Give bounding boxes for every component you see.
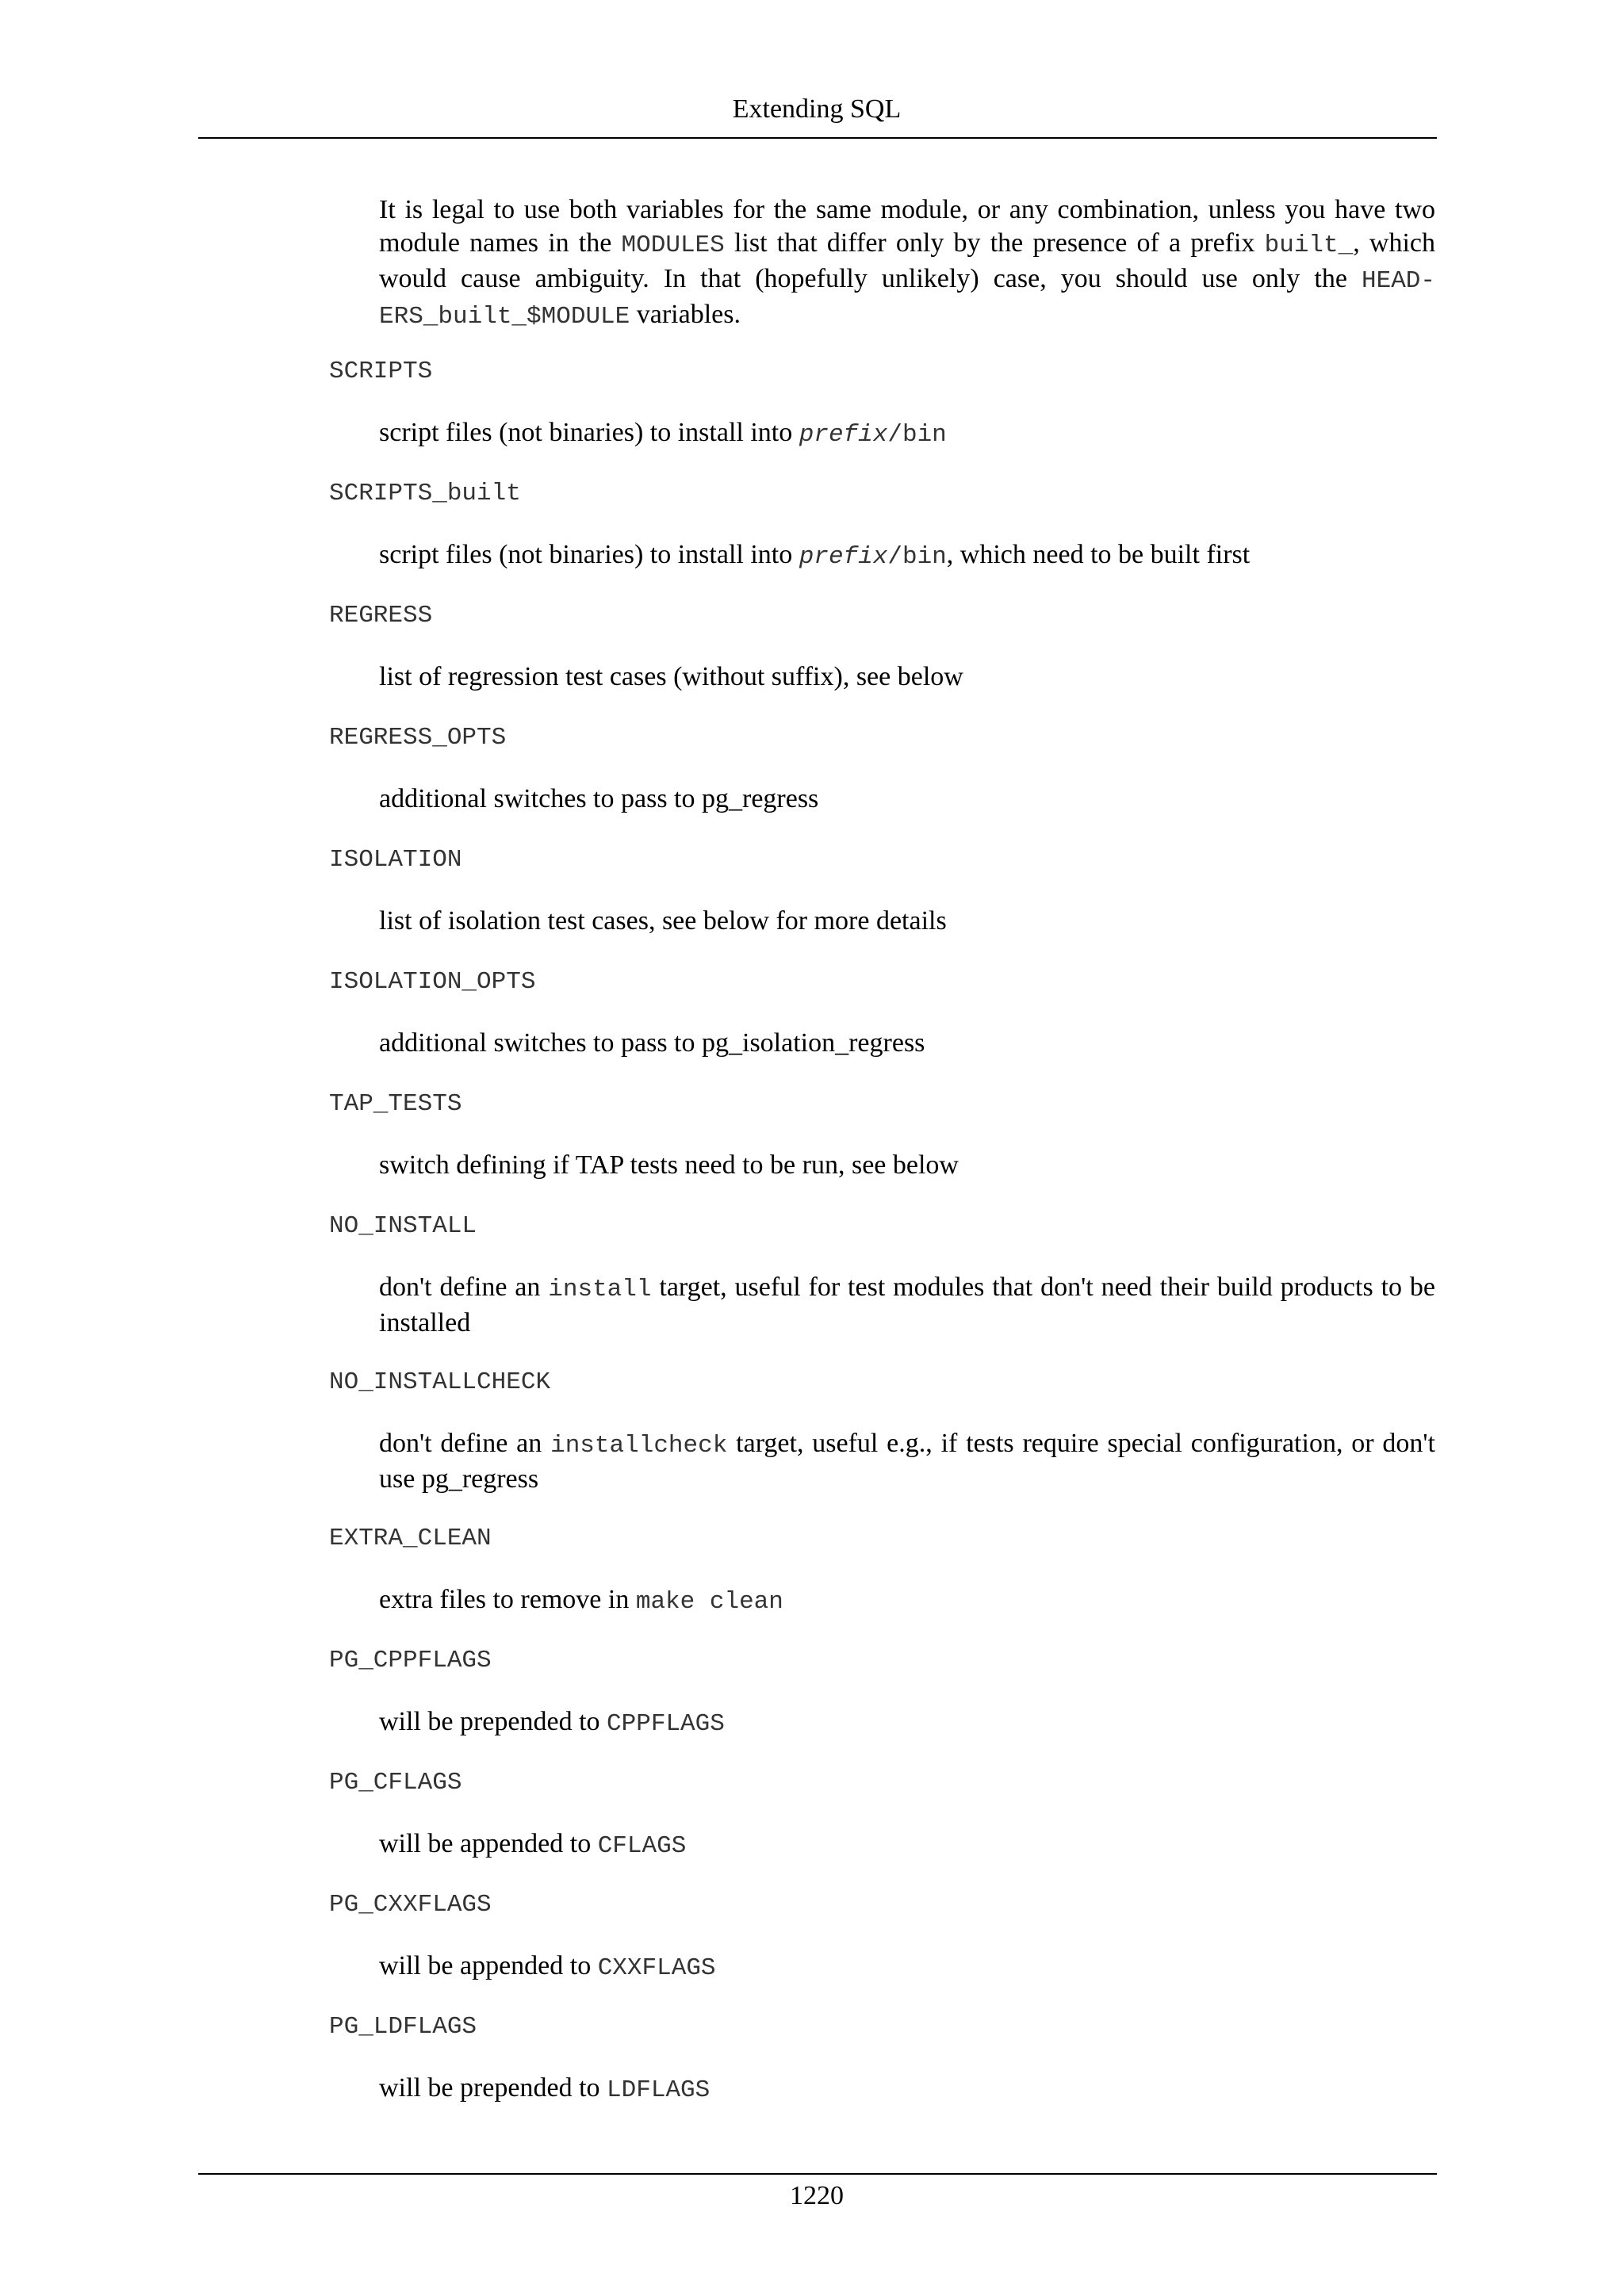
- term-regress-opts: REGRESS_OPTS: [329, 724, 507, 752]
- desc-no-install: [379, 1271, 1435, 1340]
- term-extra-clean: EXTRA_CLEAN: [329, 1525, 492, 1552]
- term-pg-cflags: PG_CFLAGS: [329, 1769, 462, 1797]
- intro-text-4: variables.: [630, 300, 741, 329]
- desc-scripts: [379, 416, 1435, 452]
- term-pg-cppflags: PG_CPPFLAGS: [329, 1647, 492, 1674]
- desc-pg-cflags: [379, 1827, 1435, 1863]
- code-headers-built-module: HEAD-ERS_built_$MODULE: [379, 267, 1435, 331]
- code-cppflags: CPPFLAGS: [607, 1710, 725, 1738]
- code-bin: /bin: [887, 421, 947, 449]
- intro-text-2: list that differ only by the presence of a prefix: [724, 228, 1265, 258]
- term-scripts: SCRIPTS: [329, 358, 433, 385]
- desc-pg-cppflags: [379, 1705, 1435, 1741]
- desc-isolation: [379, 905, 1435, 938]
- code-ldflags: LDFLAGS: [607, 2076, 710, 2104]
- code-installcheck: installcheck: [550, 1432, 728, 1460]
- code-cflags: CFLAGS: [597, 1832, 687, 1860]
- intro-paragraph: [379, 193, 1435, 334]
- desc-extra-clean: [379, 1583, 1435, 1619]
- code-make-clean: make clean: [635, 1588, 783, 1616]
- desc-text: target, useful e.g., if tests require special configuration, or don't use pg_regress: [379, 1429, 1435, 1494]
- desc-text: will be appended to: [379, 1829, 598, 1858]
- term-tap-tests: TAP_TESTS: [329, 1090, 462, 1118]
- running-header: Extending SQL: [732, 94, 902, 124]
- desc-pg-ldflags: [379, 2072, 1435, 2107]
- term-pg-cxxflags: PG_CXXFLAGS: [329, 1891, 492, 1919]
- desc-text: additional switches to pass to pg_regress: [379, 784, 819, 813]
- desc-text: script files (not binaries) to install into: [379, 418, 799, 447]
- code-prefix: prefix: [799, 543, 888, 571]
- code-built-prefix: built_: [1264, 232, 1354, 259]
- desc-text: script files (not binaries) to install into: [379, 540, 799, 569]
- desc-no-installcheck: [379, 1427, 1435, 1496]
- desc-text: don't define an: [379, 1272, 549, 1302]
- term-regress: REGRESS: [329, 602, 433, 629]
- desc-text: will be prepended to: [379, 1707, 607, 1736]
- code-bin: /bin: [887, 543, 947, 571]
- code-prefix: prefix: [799, 421, 888, 449]
- desc-regress-opts: [379, 783, 1435, 816]
- page-number: 1220: [790, 2181, 844, 2210]
- desc-isolation-opts: [379, 1027, 1435, 1060]
- desc-text: additional switches to pass to pg_isolation_regress: [379, 1028, 925, 1058]
- desc-text: switch defining if TAP tests need to be run, see below: [379, 1150, 959, 1180]
- desc-text: target, useful for test modules that don't need their build products to be installed: [379, 1272, 1435, 1337]
- desc-text: will be prepended to: [379, 2073, 607, 2103]
- desc-text: extra files to remove in: [379, 1585, 636, 1614]
- desc-text: list of isolation test cases, see below for more details: [379, 906, 947, 936]
- desc-text: don't define an: [379, 1429, 551, 1458]
- code-modules: MODULES: [621, 232, 725, 259]
- intro-text-1: It is legal to use both variables for the same module, or any combination, unless you have two module names in the: [379, 195, 1435, 258]
- term-no-installcheck: NO_INSTALLCHECK: [329, 1368, 551, 1396]
- term-isolation: ISOLATION: [329, 846, 462, 874]
- desc-text: list of regression test cases (without suffix), see below: [379, 662, 963, 691]
- term-pg-ldflags: PG_LDFLAGS: [329, 2013, 477, 2041]
- term-no-install: NO_INSTALL: [329, 1212, 477, 1240]
- desc-pg-cxxflags: [379, 1950, 1435, 1985]
- code-install: install: [548, 1276, 652, 1303]
- header-rule: [198, 137, 1437, 139]
- desc-text: , which need to be built first: [946, 540, 1251, 569]
- footer-rule: [198, 2173, 1437, 2175]
- desc-regress: [379, 660, 1435, 694]
- code-cxxflags: CXXFLAGS: [597, 1954, 716, 1982]
- desc-text: will be appended to: [379, 1951, 598, 1980]
- term-scripts-built: SCRIPTS_built: [329, 480, 521, 507]
- desc-tap-tests: [379, 1149, 1435, 1182]
- term-isolation-opts: ISOLATION_OPTS: [329, 968, 536, 996]
- intro-text-3: , which would cause ambiguity. In that (hopefully unlikely) case, you should use only the: [379, 228, 1435, 293]
- desc-scripts-built: [379, 538, 1435, 574]
